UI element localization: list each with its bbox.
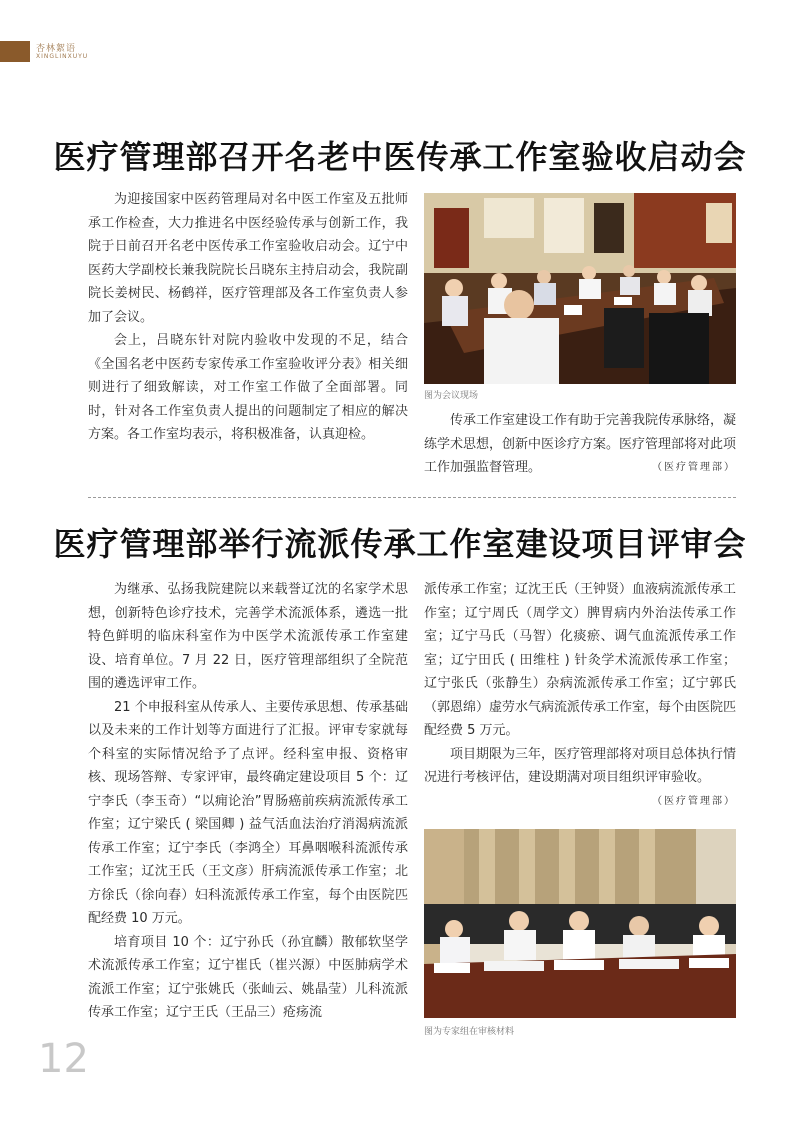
meeting-photo — [424, 193, 736, 384]
article1-left-column — [88, 188, 408, 447]
article2-signature: （医疗管理部） — [652, 795, 736, 807]
article2-paragraph-1: 为继承、弘扬我院建院以来载誉辽沈的名家学术思想，创新特色诊疗技术，完善学术流派体系，遴选一批特色鲜明的临床科室作为中医学术流派传承工作室建设、培育单位。7 月 22 日，医疗管理部组织了全院范围的遴选评审工作。 — [88, 582, 408, 691]
meeting-photo-caption: 图为会议现场 — [424, 391, 479, 401]
article1-paragraph-1: 为迎接国家中医药管理局对名中医工作室及五批师承工作检查，大力推进名中医经验传承与创新工作，我院于日前召开名老中医传承工作室验收启动会。辽宁中医药大学副校长兼我院院长吕晓东主持启动会，我院副院长姜树民、杨鹤祥，医疗管理部及各工作室负责人参加了会议。 — [88, 192, 408, 325]
article1-paragraph-3 — [424, 409, 736, 480]
article1-title: 医疗管理部召开名老中医传承工作室验收启动会 — [53, 138, 747, 176]
article2-paragraph-2: 21 个申报科室从传承人、主要传承思想、传承基础以及未来的工作计划等方面进行了汇报。评审专家就每个科室的实际情况给予了点评。经科室申报、资格审核、现场答辩、专家评审，最终确定建设项目 5 个：辽宁李氏（李玉奇）“以痈论治”胃肠癌前疾病流派传承工作室；辽宁梁氏 ( 梁国卿 ) 益气活血法治疗消渴病流派传承工作室；辽宁李氏（李鸿全）耳鼻咽喉科流派传承工作室；辽沈王氏（王文彦）肝病流派传承工作室；北方徐氏（徐向春）妇科流派传承工作室，每个由医院匹配经费 10 万元。 — [88, 699, 408, 926]
article1-signature: （医疗管理部） — [652, 462, 736, 473]
article2-paragraph-3-continued: 派传承工作室；辽沈王氏（王钟贤）血液病流派传承工作室；辽宁周氏（周学文）脾胃病内外治法传承工作室；辽宁马氏（马智）化痰瘀、调气血流派传承工作室；辽宁田氏 ( 田维柱 ) 针灸学术流派传承工作室；辽宁张氏（张静生）杂病流派传承工作室；辽宁郭氏（郭恩绵）虚劳水气病流派传承工作室，每个由医院匹配经费 5 万元。 — [424, 582, 737, 738]
article1-paragraph-2: 会上，吕晓东针对院内验收中发现的不足，结合《全国名老中医药专家传承工作室验收评分表》相关细则进行了细致解读，对工作室工作做了全面部署。同时，针对各工作室负责人提出的问题制定了相应的解决方案。各工作室均表示，将积极准备，认真迎检。 — [88, 333, 408, 442]
article2-paragraph-3: 培育项目 10 个：辽宁孙氏（孙宜麟）散郁软坚学术流派传承工作室；辽宁崔氏（崔兴源）中医肺病学术流派工作室；辽宁张姚氏（张屾云、姚晶莹）儿科流派传承工作室；辽宁王氏（王品三）疮疡流 — [88, 934, 408, 1020]
article2-paragraph-4 — [424, 743, 737, 807]
section-header-en: XINGLINXUYU — [36, 53, 89, 60]
article1-right-column — [424, 409, 736, 480]
page-number: 12 — [38, 1036, 89, 1082]
review-photo-caption: 图为专家组在审核材料 — [424, 1027, 515, 1037]
article-divider — [88, 497, 736, 498]
article1-paragraph-3-text: 传承工作室建设工作有助于完善我院传承脉络，凝练学术思想，创新中医诊疗方案。医疗管理部将对此项工作加强监督管理。 — [424, 413, 737, 475]
article2-paragraph-4-text: 项目期限为三年，医疗管理部将对项目总体执行情况进行考核评估，建设期满对项目组织评审验收。 — [424, 746, 737, 785]
section-header-cn: 杏林絮语 — [36, 44, 77, 54]
article2-left-column — [88, 578, 408, 1025]
header-accent-bar — [0, 41, 30, 62]
article2-right-column — [424, 578, 736, 813]
review-photo — [424, 829, 736, 1018]
article2-title: 医疗管理部举行流派传承工作室建设项目评审会 — [53, 525, 747, 563]
